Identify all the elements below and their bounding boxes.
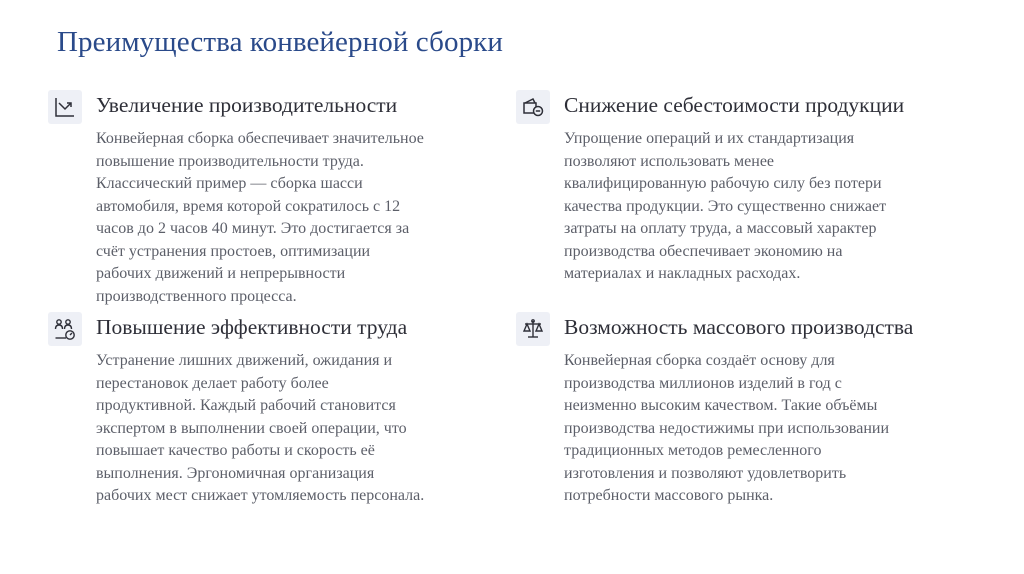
card-heading: Возможность массового производства — [564, 315, 914, 339]
page-title: Преимущества конвейерной сборки — [57, 26, 503, 58]
card-text: Устранение лишних движений, ожидания и перестановок делает работу более продуктивной. Каждый рабочий становится экспертом в выполнении своей операции, что повышает качество работы и скорость её выполнения. Эргономичная организация рабочих мест снижает утомляемость персонала. — [96, 352, 425, 504]
card-heading: Снижение себестоимости продукции — [564, 93, 905, 117]
chart-growth-icon — [48, 90, 82, 124]
card-heading: Повышение эффективности труда — [96, 315, 408, 339]
card-heading: Увеличение производительности — [96, 93, 398, 117]
scales-icon — [516, 312, 550, 346]
workers-gauge-icon — [48, 312, 82, 346]
card-text: Упрощение операций и их стандартизация позволяют использовать менее квалифицированную рабочую силу без потери качества продукции. Это существенно снижает затраты на оплату труда, а массовый характер производства обеспечивает экономию на материалах и накладных расходах. — [564, 130, 887, 282]
wallet-minus-icon — [516, 90, 550, 124]
card-text: Конвейерная сборка создаёт основу для производства миллионов изделий в год с неизменно высоким качеством. Такие объёмы производства недостижимы при использовании традиционных методов ремесленного изготовления и позволяют удовлетворить потребности массового рынка. — [564, 352, 890, 504]
card-text: Конвейерная сборка обеспечивает значительное повышение производительности труда. Классический пример — сборка шасси автомобиля, время которой сократилось с 12 часов до 2 часов 40 минут. Это достигается за счёт устранения простоев, оптимизации рабочих движений и непрерывности производственного процесса. — [96, 130, 424, 305]
